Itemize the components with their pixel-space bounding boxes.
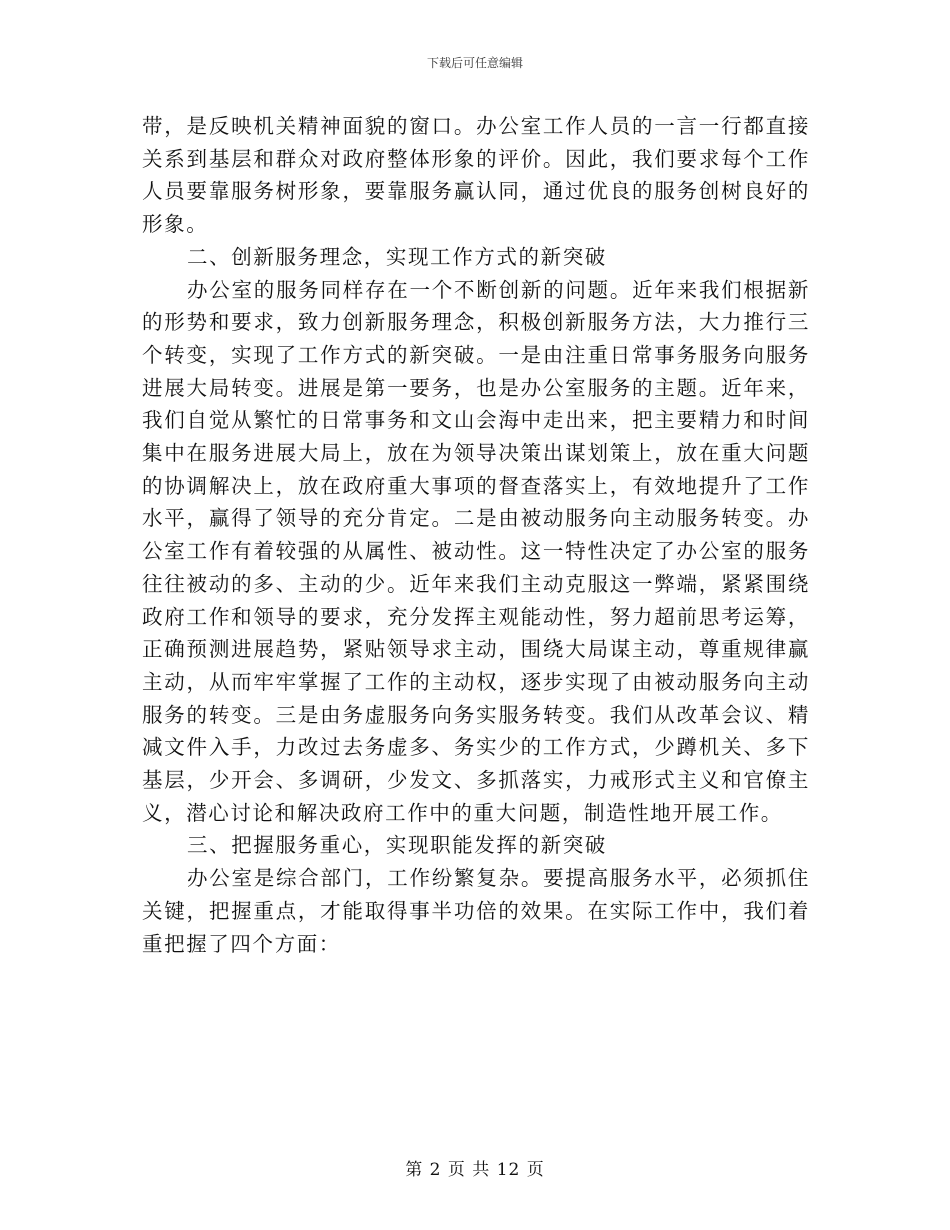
section-heading-2: 二、创新服务理念，实现工作方式的新突破 xyxy=(187,244,607,269)
page-number: 第 2 页 共 12 页 xyxy=(405,1160,545,1180)
section-heading-3: 三、把握服务重心，实现职能发挥的新突破 xyxy=(187,833,607,858)
header-note: 下载后可任意编辑 xyxy=(426,56,523,70)
paragraph-continuation: 带，是反映机关精神面貌的窗口。办公室工作人员的一言一行都直接关系到基层和群众对政府整体形象的评价。因此，我们要求每个工作人员要靠服务树形象，要靠服务赢认同，通过优良的服务创树良好的形象。 xyxy=(142,114,810,237)
document-body xyxy=(142,110,810,960)
paragraph-section-2: 办公室的服务同样存在一个不断创新的问题。近年来我们根据新的形势和要求，致力创新服务理念，积极创新服务方法，大力推行三个转变，实现了工作方式的新突破。一是由注重日常事务服务向服务进展大局转变。进展是第一要务，也是办公室服务的主题。近年来，我们自觉从繁忙的日常事务和文山会海中走出来，把主要精力和时间集中在服务进展大局上，放在为领导决策出谋划策上，放在重大问题的协调解决上，放在政府重大事项的督查落实上，有效地提升了工作水平，赢得了领导的充分肯定。二是由被动服务向主动服务转变。办公室工作有着较强的从属性、被动性。这一特性决定了办公室的服务往往被动的多、主动的少。近年来我们主动克服这一弊端，紧紧围绕政府工作和领导的要求，充分发挥主观能动性，努力超前思考运筹，正确预测进展趋势，紧贴领导求主动，围绕大局谋主动，尊重规律赢主动，从而牢牢掌握了工作的主动权，逐步实现了由被动服务向主动服务的转变。三是由务虚服务向务实服务转变。我们从改革会议、精减文件入手，力改过去务虚多、务实少的工作方式，少蹲机关、多下基层，少开会、多调研，少发文、多抓落实，力戒形式主义和官僚主义，潜心讨论和解决政府工作中的重大问题，制造性地开展工作。 xyxy=(142,277,810,825)
paragraph-section-3: 办公室是综合部门，工作纷繁复杂。要提高服务水平，必须抓住关键，把握重点，才能取得事半功倍的效果。在实际工作中，我们着重把握了四个方面： xyxy=(142,866,810,956)
